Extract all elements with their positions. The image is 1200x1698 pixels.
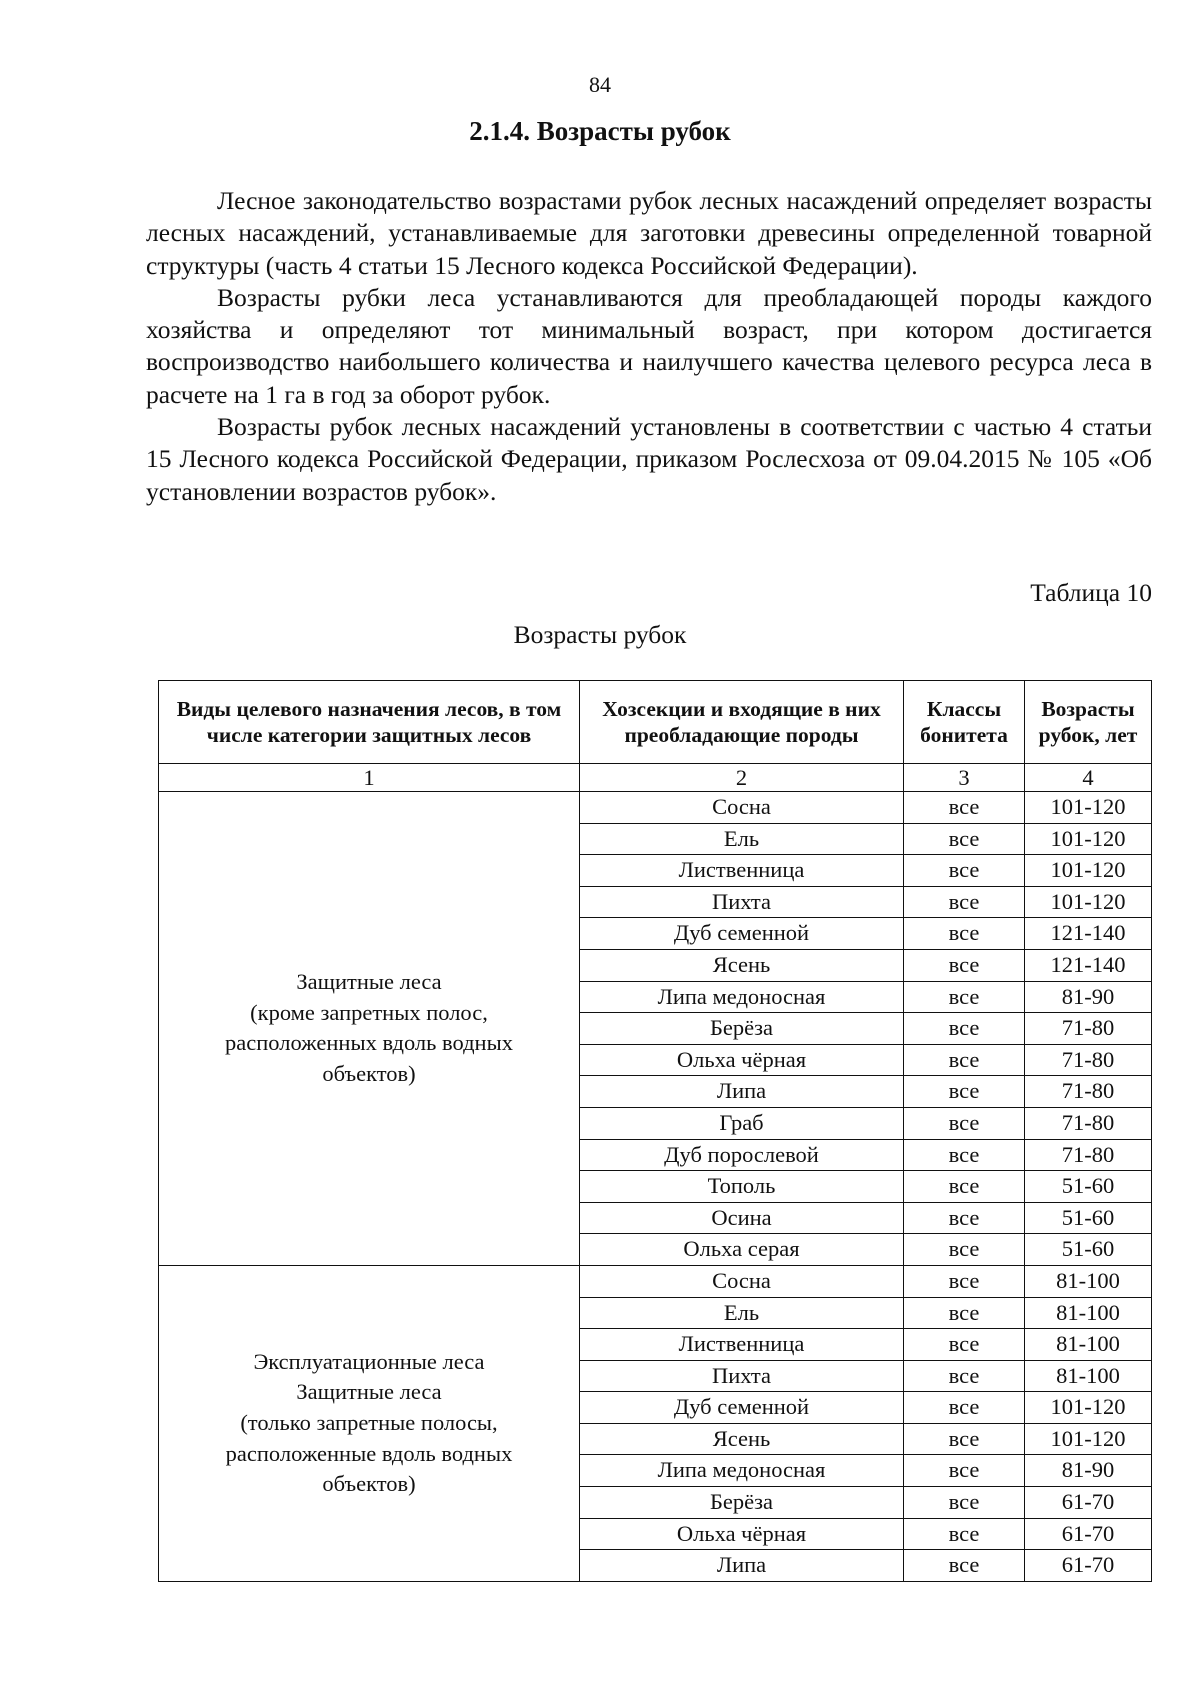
site-class-cell: все xyxy=(904,1234,1025,1266)
page-number: 84 xyxy=(589,72,611,97)
cutting-age-cell: 61-70 xyxy=(1025,1518,1152,1550)
paragraph-3: Возрасты рубок лесных насаждений установлены в соответствии с частью 4 статьи 15 Лесного кодекса Российской Федерации, приказом Рослесхоза от 09.04.2015 № 105 «Об установлении возрастов рубок». xyxy=(146,412,1152,506)
table-row xyxy=(159,792,1152,824)
site-class-cell: все xyxy=(904,1044,1025,1076)
site-class-cell: все xyxy=(904,1329,1025,1361)
site-class-cell: все xyxy=(904,1392,1025,1424)
species-cell: Граб xyxy=(580,1107,904,1139)
site-class-cell: все xyxy=(904,1297,1025,1329)
species-cell: Лиственница xyxy=(580,855,904,887)
cutting-age-cell: 71-80 xyxy=(1025,1076,1152,1108)
cutting-age-cell: 81-100 xyxy=(1025,1329,1152,1361)
forest-purpose-line: Защитные леса xyxy=(296,969,442,995)
cutting-age-cell: 51-60 xyxy=(1025,1171,1152,1203)
species-cell: Ясень xyxy=(580,949,904,981)
site-class-cell: все xyxy=(904,886,1025,918)
table-header-row xyxy=(159,681,1152,764)
cutting-age-cell: 71-80 xyxy=(1025,1139,1152,1171)
forest-purpose-cell xyxy=(159,1265,580,1581)
species-cell: Ель xyxy=(580,1297,904,1329)
species-cell: Тополь xyxy=(580,1171,904,1203)
forest-purpose-line: (кроме запретных полос, xyxy=(250,999,488,1025)
cutting-age-cell: 121-140 xyxy=(1025,949,1152,981)
site-class-cell: все xyxy=(904,823,1025,855)
site-class-cell: все xyxy=(904,1107,1025,1139)
cutting-age-cell: 51-60 xyxy=(1025,1234,1152,1266)
species-cell: Липа медоносная xyxy=(580,1455,904,1487)
species-cell: Пихта xyxy=(580,1360,904,1392)
site-class-cell: все xyxy=(904,918,1025,950)
species-cell: Ясень xyxy=(580,1423,904,1455)
header-species: Хозсекции и входящие в них преобладающие породы xyxy=(580,681,904,764)
cutting-age-cell: 81-100 xyxy=(1025,1297,1152,1329)
cutting-age-cell: 61-70 xyxy=(1025,1550,1152,1582)
column-number: 4 xyxy=(1025,764,1152,792)
species-cell: Сосна xyxy=(580,792,904,824)
paragraph-2: Возрасты рубки леса устанавливаются для преобладающей породы каждого хозяйства и определяют тот минимальный возраст, при котором достигается воспроизводство наибольшего количества и наилучшего качества целевого ресурса леса в расчете на 1 га в год за оборот рубок. xyxy=(146,282,1152,409)
site-class-cell: все xyxy=(904,1550,1025,1582)
forest-purpose-line: объектов) xyxy=(322,1061,416,1087)
species-cell: Липа медоносная xyxy=(580,981,904,1013)
cutting-age-cell: 121-140 xyxy=(1025,918,1152,950)
column-number: 2 xyxy=(580,764,904,792)
cutting-age-cell: 81-100 xyxy=(1025,1360,1152,1392)
cutting-age-cell: 101-120 xyxy=(1025,823,1152,855)
species-cell: Ольха чёрная xyxy=(580,1518,904,1550)
header-site-class: Классы бонитета xyxy=(904,681,1025,764)
paragraph-1: Лесное законодательство возрастами рубок лесных насаждений определяет возрасты лесных насаждений, устанавливаемые для заготовки древесины определенной товарной структуры (часть 4 статьи 15 Лесного кодекса Российской Федерации). xyxy=(146,186,1152,280)
species-cell: Липа xyxy=(580,1076,904,1108)
forest-purpose-line: объектов) xyxy=(322,1471,416,1497)
site-class-cell: все xyxy=(904,981,1025,1013)
species-cell: Берёза xyxy=(580,1487,904,1519)
site-class-cell: все xyxy=(904,1518,1025,1550)
species-cell: Лиственница xyxy=(580,1329,904,1361)
species-cell: Сосна xyxy=(580,1265,904,1297)
site-class-cell: все xyxy=(904,949,1025,981)
column-number: 1 xyxy=(159,764,580,792)
cutting-age-cell: 101-120 xyxy=(1025,1423,1152,1455)
cutting-age-cell: 81-100 xyxy=(1025,1265,1152,1297)
column-number: 3 xyxy=(904,764,1025,792)
table-row xyxy=(159,1265,1152,1297)
cutting-age-cell: 71-80 xyxy=(1025,1107,1152,1139)
cutting-age-cell: 81-90 xyxy=(1025,1455,1152,1487)
section-title: 2.1.4. Возрасты рубок xyxy=(469,116,731,146)
table-caption: Таблица 10 xyxy=(1030,578,1152,607)
site-class-cell: все xyxy=(904,1013,1025,1045)
species-cell: Дуб семенной xyxy=(580,918,904,950)
cutting-age-cell: 81-90 xyxy=(1025,981,1152,1013)
site-class-cell: все xyxy=(904,792,1025,824)
forest-purpose-line: расположенные вдоль водных xyxy=(225,1440,513,1466)
species-cell: Ольха серая xyxy=(580,1234,904,1266)
site-class-cell: все xyxy=(904,1202,1025,1234)
header-forest-purpose: Виды целевого назначения лесов, в том числе категории защитных лесов xyxy=(159,681,580,764)
cutting-age-table xyxy=(158,680,1152,1582)
site-class-cell: все xyxy=(904,855,1025,887)
site-class-cell: все xyxy=(904,1423,1025,1455)
site-class-cell: все xyxy=(904,1455,1025,1487)
cutting-age-cell: 101-120 xyxy=(1025,886,1152,918)
cutting-age-cell: 71-80 xyxy=(1025,1044,1152,1076)
species-cell: Дуб порослевой xyxy=(580,1139,904,1171)
site-class-cell: все xyxy=(904,1487,1025,1519)
cutting-age-cell: 101-120 xyxy=(1025,792,1152,824)
species-cell: Липа xyxy=(580,1550,904,1582)
header-cutting-age: Возрасты рубок, лет xyxy=(1025,681,1152,764)
cutting-age-cell: 71-80 xyxy=(1025,1013,1152,1045)
species-cell: Осина xyxy=(580,1202,904,1234)
forest-purpose-line: расположенных вдоль водных xyxy=(225,1030,513,1056)
cutting-age-cell: 61-70 xyxy=(1025,1487,1152,1519)
table-title: Возрасты рубок xyxy=(513,620,687,649)
species-cell: Ольха чёрная xyxy=(580,1044,904,1076)
cutting-age-cell: 51-60 xyxy=(1025,1202,1152,1234)
site-class-cell: все xyxy=(904,1139,1025,1171)
site-class-cell: все xyxy=(904,1076,1025,1108)
forest-purpose-line: Эксплуатационные леса xyxy=(253,1348,485,1374)
cutting-age-cell: 101-120 xyxy=(1025,1392,1152,1424)
forest-purpose-line: (только запретные полосы, xyxy=(240,1410,498,1436)
forest-purpose-line: Защитные леса xyxy=(296,1379,442,1405)
site-class-cell: все xyxy=(904,1360,1025,1392)
species-cell: Ель xyxy=(580,823,904,855)
body-text xyxy=(146,185,1152,508)
column-number-row xyxy=(159,764,1152,792)
species-cell: Дуб семенной xyxy=(580,1392,904,1424)
site-class-cell: все xyxy=(904,1171,1025,1203)
forest-purpose-cell xyxy=(159,792,580,1266)
species-cell: Пихта xyxy=(580,886,904,918)
cutting-age-cell: 101-120 xyxy=(1025,855,1152,887)
species-cell: Берёза xyxy=(580,1013,904,1045)
site-class-cell: все xyxy=(904,1265,1025,1297)
